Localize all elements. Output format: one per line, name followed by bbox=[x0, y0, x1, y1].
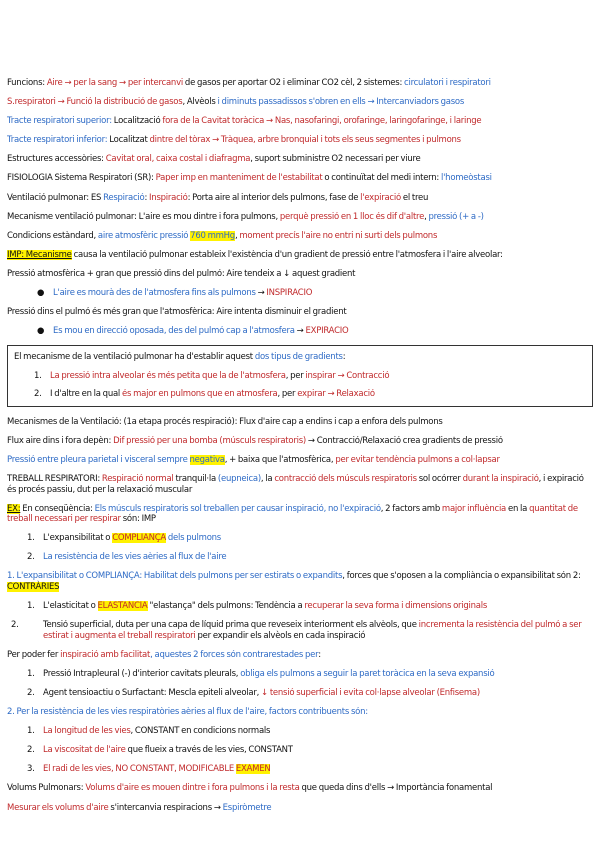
text-run: → bbox=[294, 326, 306, 337]
text-run: FISIOLOGIA Sistema Respiratori (SR): bbox=[7, 173, 156, 184]
numbered-item-longitud bbox=[7, 726, 593, 737]
text-run: Tracte respiratori inferior: bbox=[7, 135, 110, 146]
text-run: en la bbox=[506, 503, 530, 514]
text-run: Respiració bbox=[103, 192, 145, 203]
text-run: negativa bbox=[189, 455, 225, 465]
numbered-item-tensio bbox=[7, 620, 593, 641]
text-run: incrementa la resistència del pulmó a ser estirat i augmenta el treball respiratori bbox=[43, 620, 582, 641]
text-run: , + baixa que l'atmosfèrica, bbox=[224, 455, 336, 465]
gradients-box bbox=[7, 345, 593, 407]
text-run: Tracte respiratori superior: bbox=[7, 116, 114, 127]
text-run: La viscositat de l'aire bbox=[43, 745, 126, 756]
text-run: IMP: Mecanisme bbox=[7, 249, 72, 260]
text-run: L'aire es mourà des de l'atmosfera fins als pulmons bbox=[53, 288, 256, 299]
text-run: major influència bbox=[441, 503, 507, 514]
line-mecanisme-ventilacio bbox=[7, 212, 593, 223]
text-run: Espiròmetre bbox=[222, 802, 272, 813]
text-run: : bbox=[342, 352, 346, 363]
text-run: inspirar → Contracció bbox=[305, 370, 390, 381]
text-run: pressió (+ a -) bbox=[428, 211, 484, 222]
text-run: Agent tensioactiu o Surfactant: Mescla epiteli alveolar, bbox=[43, 687, 262, 698]
text-run: L'elasticitat o bbox=[43, 601, 98, 612]
text-run: I d'altre en la qual bbox=[50, 389, 122, 400]
text-run: Mecanisme ventilació pulmonar: L'aire es mou dintre i fora pulmons, bbox=[7, 211, 280, 222]
line-mecanismes-ventilacio bbox=[7, 417, 593, 428]
text-run: "elastança" dels pulmons: Tendència a bbox=[147, 601, 305, 612]
numbered-item-resistencia bbox=[7, 552, 593, 563]
text-run: EX: bbox=[7, 503, 21, 514]
text-run: Dif pressió per una bomba (músculs respiratoris) bbox=[113, 435, 306, 446]
item-number: 1. bbox=[27, 533, 35, 544]
line-ventilacio bbox=[7, 193, 593, 204]
text-run: EXAMEN bbox=[235, 764, 271, 775]
text-run: circulatori i respiratori bbox=[404, 78, 491, 88]
text-run: , duta per una capa de líquid prima que reveseix interiorment els alvèols, que bbox=[110, 620, 419, 631]
text-run: són: IMP bbox=[120, 514, 156, 525]
line-funcions bbox=[7, 78, 593, 89]
bullet-marker: ● bbox=[37, 326, 45, 337]
text-run: En conseqüència: bbox=[20, 503, 95, 514]
text-run: que flueix a través de les vies, CONSTANT bbox=[125, 745, 293, 756]
text-run: , bbox=[424, 211, 429, 222]
text-run: , per bbox=[277, 389, 298, 400]
item-number: 2. bbox=[27, 745, 35, 756]
text-run: l'expiració bbox=[360, 192, 401, 203]
text-run: Pressió Intrapleural (-) d'interior cavitats pleurals, bbox=[43, 668, 241, 679]
text-run: 2. Per la resistència de les vies respiratòries aèries al flux de l'aire, factors contribuents són: bbox=[7, 707, 368, 718]
text-run: , bbox=[234, 230, 240, 241]
text-run: Mesurar els volums d'aire bbox=[7, 802, 109, 813]
bullet-marker: ● bbox=[37, 288, 45, 299]
line-sistema-respiratori bbox=[7, 97, 593, 108]
text-run: inspiració amb facilitat bbox=[60, 649, 151, 660]
text-run: Mecanismes de la Ventilació: (1a etapa procés respiració): Flux d'aire cap a endins i cap a enfora dels pulmons bbox=[7, 416, 443, 427]
text-run: Funcions: bbox=[7, 78, 47, 88]
text-run: tranquil·la bbox=[175, 474, 218, 485]
text-run: perquè pressió en 1 lloc és dif d'altre bbox=[279, 211, 425, 222]
line-imp-mecanisme bbox=[7, 250, 593, 261]
text-run: , per bbox=[285, 370, 306, 381]
text-run: : Porta aire al interior dels pulmons, fase de bbox=[187, 192, 361, 203]
item-number: 3. bbox=[27, 764, 35, 775]
text-run: L'expansibilitat o bbox=[43, 533, 113, 544]
text-run: dos tipus de gradients bbox=[254, 352, 343, 363]
text-run: Respiració normal bbox=[101, 474, 176, 485]
text-run: La pressió intra alveolar és més petita que la de l'atmosfera bbox=[50, 370, 286, 381]
text-run: → Contracció/Relaxació crea gradients de pressió bbox=[305, 435, 503, 446]
text-run: El mecanisme de la ventilació pulmonar ha d'establir aquest bbox=[14, 352, 255, 363]
text-run: Estructures accessòries: bbox=[7, 154, 106, 165]
text-run: ↓ tensió superficial i evita col·lapse alveolar (Enfisema) bbox=[261, 687, 480, 698]
text-run: Volums Pulmonars: bbox=[7, 783, 86, 794]
numbered-item-surfactant bbox=[7, 688, 593, 699]
text-run: El radi de les vies, NO CONSTANT, MODIFICABLE bbox=[43, 764, 236, 775]
line-fisiologia bbox=[7, 173, 593, 184]
item-number: 2. bbox=[27, 687, 35, 698]
numbered-item-viscositat bbox=[7, 745, 593, 756]
text-run: La resistència de les vies aèries al flux de l'aire bbox=[43, 552, 227, 563]
document-body bbox=[7, 78, 593, 822]
text-run: per evitar tendència pulmons a col·lapsar bbox=[335, 455, 500, 465]
line-mesurar-volums bbox=[7, 803, 593, 814]
text-run: obliga els pulmons a seguir la paret toràcica en la seva expansió bbox=[240, 668, 495, 679]
text-run: Tensió superficial bbox=[43, 620, 111, 631]
text-run: aire atmosfèric pressió bbox=[97, 230, 191, 241]
text-run: ELASTÀNCIA bbox=[97, 601, 148, 612]
line-ex-consequencia bbox=[7, 504, 593, 525]
text-run: Inspiració bbox=[149, 192, 188, 203]
numbered-item-elastancia bbox=[7, 601, 593, 612]
text-run: Aire → per la sang → per intercanvi bbox=[46, 78, 183, 88]
numbered-item-radi bbox=[7, 764, 593, 775]
text-run: dels pulmons bbox=[165, 533, 221, 544]
text-run: Volums d'aire es mouen dintre i fora pulmons i la resta bbox=[85, 783, 300, 794]
text-run: sol ocórrer bbox=[416, 474, 463, 485]
bullet-inspiracio bbox=[7, 288, 593, 299]
text-run: 1. L'expansibilitat o COMPLIANÇA: Habilitat dels pulmons per ser estirats o expandits bbox=[7, 571, 343, 582]
line-dos-gradients bbox=[14, 352, 586, 363]
line-per-poder-inspirar bbox=[7, 650, 593, 661]
numbered-item-pressio-intrapleural bbox=[7, 669, 593, 680]
line-tracte-superior bbox=[7, 116, 593, 127]
text-run: 760 mmHg bbox=[190, 230, 235, 241]
line-expansibilitat bbox=[7, 571, 593, 592]
line-pressio-pulmo bbox=[7, 307, 593, 318]
text-run: o continuïtat del medi intern: bbox=[322, 173, 441, 184]
text-run: és major en pulmons que en atmosfera bbox=[121, 389, 278, 400]
text-run: Cavitat oral, caixa costal i diafragma bbox=[105, 154, 251, 165]
text-run: Pressió atmosfèrica + gran que pressió dins del pulmó: Aire tendeix a ↓ aquest gradient bbox=[7, 268, 356, 279]
line-estructures-accessories bbox=[7, 154, 593, 165]
text-run: s'intercanvia respiracions → bbox=[108, 802, 223, 813]
text-run: CONTRÀRIES bbox=[7, 581, 60, 592]
text-run: Per poder fer bbox=[7, 649, 61, 660]
text-run: dintre del tòrax → Tràquea, arbre bronquial i tots els seus segmentes i pulmons bbox=[149, 135, 461, 146]
numbered-item-complianca bbox=[7, 533, 593, 544]
text-run: causa la ventilació pulmonar estableix l'existència d'un gradient de pressió entre l'atmosfera i l'aire alveolar: bbox=[71, 249, 503, 260]
text-run: Els músculs respiratoris sol treballen per causar inspiració, no l'expiració bbox=[94, 503, 381, 514]
text-run: durant la inspiració bbox=[462, 474, 539, 485]
item-number: 1. bbox=[27, 726, 35, 737]
line-pressio-pleura bbox=[7, 455, 593, 466]
text-run: i diminuts passadissos s'obren en ells → Intercanviadors gasos bbox=[217, 97, 465, 108]
text-run: EXPIRACIÓ bbox=[305, 326, 349, 337]
text-run: el treu bbox=[400, 192, 429, 203]
text-run: Pressió dins el pulmó és més gran que l'atmosfèrica: Aire intenta disminuir el gradient bbox=[7, 307, 347, 318]
item-number: 2. bbox=[27, 552, 35, 563]
text-run: , CONSTANT en condicions normals bbox=[130, 726, 271, 737]
item-number: 1. bbox=[27, 601, 35, 612]
line-flux-aire bbox=[7, 436, 593, 447]
line-volums-pulmonars bbox=[7, 783, 593, 794]
item-number: 1. bbox=[34, 370, 42, 381]
numbered-item-2 bbox=[14, 389, 586, 400]
text-run: , 2 factors amb bbox=[380, 503, 442, 514]
text-run: , Alvèols bbox=[182, 97, 218, 108]
text-run: quantitat de treball necessari per respirar bbox=[7, 503, 578, 525]
line-pressio-atmosferica bbox=[7, 269, 593, 280]
text-run: La longitud de les vies bbox=[43, 726, 131, 737]
line-resistencia-vies bbox=[7, 707, 593, 718]
item-number: 2. bbox=[34, 389, 42, 400]
item-number: 1. bbox=[27, 668, 35, 679]
text-run: Es mou en direcció oposada, des del pulmó cap a l'atmosfera bbox=[53, 326, 295, 337]
text-run: Flux aire dins i fora depèn: bbox=[7, 435, 114, 446]
text-run: Localitzat bbox=[109, 135, 150, 146]
text-run: fora de la Cavitat toràcica → Nas, nasofaringi, orofaringe, laringofaringe, i laringe bbox=[162, 116, 482, 127]
text-run: de gasos per aportar O2 i eliminar CO2 cèl, 2 sistemes: bbox=[182, 78, 405, 88]
text-run: recuperar la seva forma i dimensions originals bbox=[304, 601, 488, 612]
bullet-expiracio bbox=[7, 326, 593, 337]
text-run: , aquestes 2 forces són contrarestades per bbox=[150, 649, 319, 660]
text-run: , forces que s'oposen a la complià​ncia o expansibilitat són 2: bbox=[342, 571, 581, 582]
numbered-item-1 bbox=[14, 371, 586, 382]
line-condicions-estandard bbox=[7, 231, 593, 242]
text-run: Ventilació pulmonar: ÉS bbox=[7, 192, 104, 203]
item-number: 2. bbox=[11, 620, 19, 631]
line-tracte-inferior bbox=[7, 135, 593, 146]
text-run: moment precís l'aire no entri ni surti dels pulmons bbox=[239, 230, 438, 241]
text-run: que queda dins d'ells → Importància fonamental bbox=[299, 783, 493, 794]
text-run: → bbox=[255, 288, 267, 299]
text-run: S.respiratori → Funció la distribució de gasos bbox=[7, 97, 183, 108]
text-run: (eupneica) bbox=[217, 474, 261, 485]
text-run: INSPIRACIÓ bbox=[266, 288, 313, 299]
text-run: expirar → Relaxació bbox=[297, 389, 375, 400]
text-run: , i expiració és procés passiu, dut per la relaxació muscular bbox=[7, 474, 584, 495]
text-run: TREBALL RESPIRATORI: bbox=[7, 474, 102, 485]
text-run: contracció dels músculs respiratoris bbox=[274, 474, 417, 485]
text-run: Localització bbox=[113, 116, 163, 127]
text-run: , suport subministre O2 necessari per viure bbox=[250, 154, 421, 165]
text-run: : bbox=[144, 192, 150, 203]
text-run: , la bbox=[260, 474, 275, 485]
text-run: Paper imp en manteniment de l'estabilitat bbox=[155, 173, 323, 184]
text-run: l'homeòstasi bbox=[440, 173, 492, 184]
line-treball-respiratori bbox=[7, 474, 593, 495]
text-run: per expandir els alvèols en cada inspiració bbox=[195, 630, 366, 641]
text-run: Pressió entre pleura parietal i visceral sempre bbox=[7, 455, 190, 465]
text-run: Condicions estàndard, bbox=[7, 230, 98, 241]
text-run: : bbox=[318, 649, 321, 660]
text-run: COMPLIANÇA bbox=[112, 533, 166, 544]
